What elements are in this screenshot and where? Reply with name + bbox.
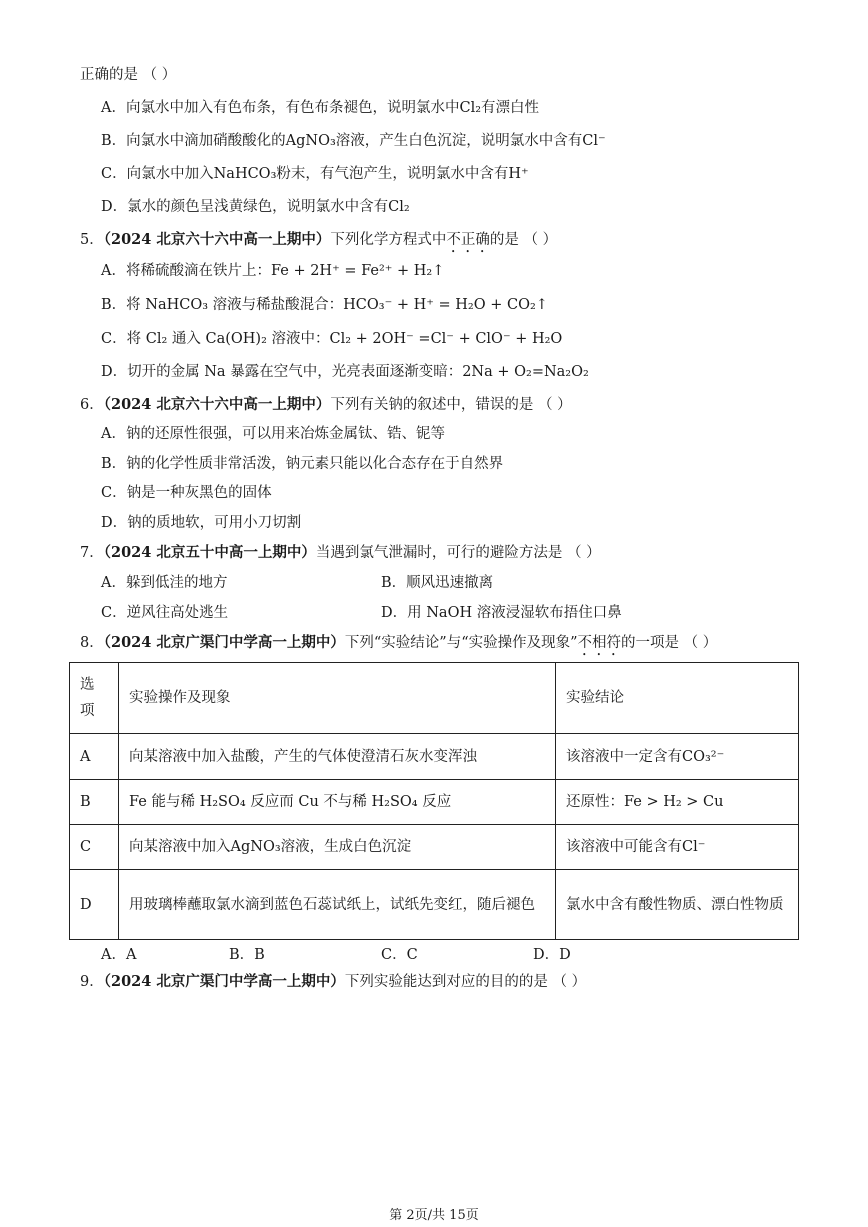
q7-option-d [381, 603, 622, 623]
table-cell-conclusion: 还原性：Fe > H₂ > Cu [556, 780, 799, 825]
q5-option-d [101, 362, 589, 382]
q8-option-a [101, 943, 136, 964]
emphasis-text: 不相符 [577, 635, 622, 651]
q6-option-d [101, 513, 301, 533]
table-cell-key: C [70, 825, 119, 870]
option-text: 钠的还原性很强，可以用来冶炼金属钛、锆、铌等 [125, 426, 445, 442]
q4-option-d [101, 197, 410, 217]
q7-option-c [101, 603, 228, 623]
table-cell-operation: 向某溶液中加入盐酸，产生的气体使澄清石灰水变浑浊 [119, 734, 556, 780]
q9-stem [80, 972, 586, 992]
option-text: B [254, 947, 265, 963]
option-label: A． [101, 575, 126, 591]
option-label: B． [381, 575, 407, 591]
table-cell-key: B [70, 780, 119, 825]
option-label: A． [101, 947, 126, 963]
question-number: 6． [80, 397, 104, 413]
q8-option-d [533, 943, 571, 964]
option-text: 向氯水中加入有色布条，有色布条褪色，说明氯水中Cl₂有漂白性 [125, 100, 540, 116]
question-source: （2024 北京广渠门中学高一上期中） [103, 634, 345, 651]
q4-stem-tail: 正确的是 （ ） [80, 67, 177, 83]
option-text: 将 Cl₂ 通入 Ca(OH)₂ 溶液中：Cl₂ + 2OH⁻ =Cl⁻ + ClO⁻ + H₂O [126, 331, 563, 347]
option-label: C． [101, 166, 127, 182]
option-text: 顺风迅速撤离 [406, 575, 494, 591]
table-cell-operation: 用玻璃棒蘸取氯水滴到蓝色石蕊试纸上，试纸先变红，随后褪色 [119, 870, 556, 940]
q5-option-b [101, 295, 548, 315]
q8-table [69, 662, 799, 940]
option-label: C． [101, 485, 127, 501]
question-text: 下列化学方程式中 [330, 232, 447, 248]
option-text: 将 NaHCO₃ 溶液与稀盐酸混合：HCO₃⁻ + H⁺ = H₂O + CO₂↑ [126, 297, 548, 313]
table-row [70, 780, 799, 825]
table-row [70, 870, 799, 940]
table-header-conclusion: 实验结论 [556, 663, 799, 734]
q6-option-b [101, 454, 503, 474]
table-header-option: 选项 [70, 663, 119, 734]
q5-option-c [101, 329, 562, 349]
q6-stem [80, 395, 572, 415]
q5-option-a [101, 261, 444, 281]
table-header-operation: 实验操作及现象 [119, 663, 556, 734]
q7-stem [80, 543, 601, 563]
question-source: （2024 北京六十六中高一上期中） [103, 396, 331, 413]
option-label: B． [229, 947, 255, 963]
option-label: B． [101, 456, 127, 472]
question-number: 7． [80, 545, 104, 561]
q8-stem [80, 633, 717, 659]
table-cell-operation: Fe 能与稀 H₂SO₄ 反应而 Cu 不与稀 H₂SO₄ 反应 [119, 780, 556, 825]
question-text: 下列有关钠的叙述中，错误的是 （ ） [330, 397, 572, 413]
option-label: D． [101, 515, 128, 531]
option-label: D． [101, 199, 128, 215]
q6-option-a [101, 424, 445, 444]
question-number: 9． [80, 974, 104, 990]
option-label: C． [101, 331, 127, 347]
option-text: 向氯水中滴加硝酸酸化的AgNO₃溶液，产生白色沉淀，说明氯水中含有Cl⁻ [126, 133, 606, 149]
option-text: C [406, 947, 418, 963]
table-cell-key: D [70, 870, 119, 940]
page-footer: 第 2页/共 15页 [389, 1208, 479, 1223]
option-text: A [125, 947, 137, 963]
table-cell-conclusion: 该溶液中一定含有CO₃²⁻ [556, 734, 799, 780]
question-number: 8． [80, 635, 104, 651]
emphasis-text: 不正确 [446, 232, 490, 248]
table-header-row [70, 663, 799, 734]
question-text: 下列“实验结论”与“实验操作及现象” [344, 635, 578, 651]
q8-option-c [381, 943, 418, 964]
question-source: （2024 北京五十中高一上期中） [103, 544, 316, 561]
q4-option-a [101, 98, 539, 118]
option-text: 将稀硫酸滴在铁片上：Fe + 2H⁺ = Fe²⁺ + H₂↑ [125, 263, 445, 279]
question-number: 5． [80, 232, 104, 248]
table-row [70, 734, 799, 780]
table-cell-conclusion: 该溶液中可能含有Cl⁻ [556, 825, 799, 870]
option-text: 钠的化学性质非常活泼，钠元素只能以化合态存在于自然界 [126, 456, 504, 472]
table-cell-operation: 向某溶液中加入AgNO₃溶液，生成白色沉淀 [119, 825, 556, 870]
table-cell-conclusion: 氯水中含有酸性物质、漂白性物质 [556, 870, 799, 940]
option-label: A． [101, 426, 126, 442]
option-text: 钠是一种灰黑色的固体 [126, 485, 272, 501]
question-text: 下列实验能达到对应的目的的是 （ ） [344, 974, 587, 990]
q7-option-b [381, 573, 493, 593]
q5-stem [80, 230, 557, 256]
q7-option-a [101, 573, 227, 593]
option-label: D． [533, 947, 560, 963]
option-text: D [559, 947, 571, 963]
option-label: B． [101, 297, 127, 313]
q8-option-b [229, 943, 265, 964]
option-text: 钠的质地软，可用小刀切割 [127, 515, 302, 531]
q4-option-b [101, 131, 606, 151]
option-label: C． [101, 605, 127, 621]
option-label: A． [101, 100, 126, 116]
option-label: B． [101, 133, 127, 149]
q4-option-c [101, 164, 529, 184]
q6-option-c [101, 483, 272, 503]
option-text: 逆风往高处逃生 [126, 605, 229, 621]
option-text: 向氯水中加入NaHCO₃粉末，有气泡产生，说明氯水中含有H⁺ [126, 166, 529, 182]
option-text: 用 NaOH 溶液浸湿软布捂住口鼻 [407, 605, 622, 621]
table-row [70, 825, 799, 870]
question-source: （2024 北京广渠门中学高一上期中） [103, 973, 345, 990]
option-label: D． [381, 605, 408, 621]
option-label: A． [101, 263, 126, 279]
option-text: 氯水的颜色呈浅黄绿色，说明氯水中含有Cl₂ [127, 199, 410, 215]
question-text: 的是 （ ） [489, 232, 558, 248]
option-text: 切开的金属 Na 暴露在空气中，光亮表面逐渐变暗：2Na + O₂=Na₂O₂ [127, 364, 589, 380]
option-text: 躲到低洼的地方 [125, 575, 228, 591]
question-text: 的一项是 （ ） [621, 635, 718, 651]
option-label: D． [101, 364, 128, 380]
option-label: C． [381, 947, 407, 963]
table-cell-key: A [70, 734, 119, 780]
question-source: （2024 北京六十六中高一上期中） [103, 231, 331, 248]
question-text: 当遇到氯气泄漏时，可行的避险方法是 （ ） [315, 545, 601, 561]
